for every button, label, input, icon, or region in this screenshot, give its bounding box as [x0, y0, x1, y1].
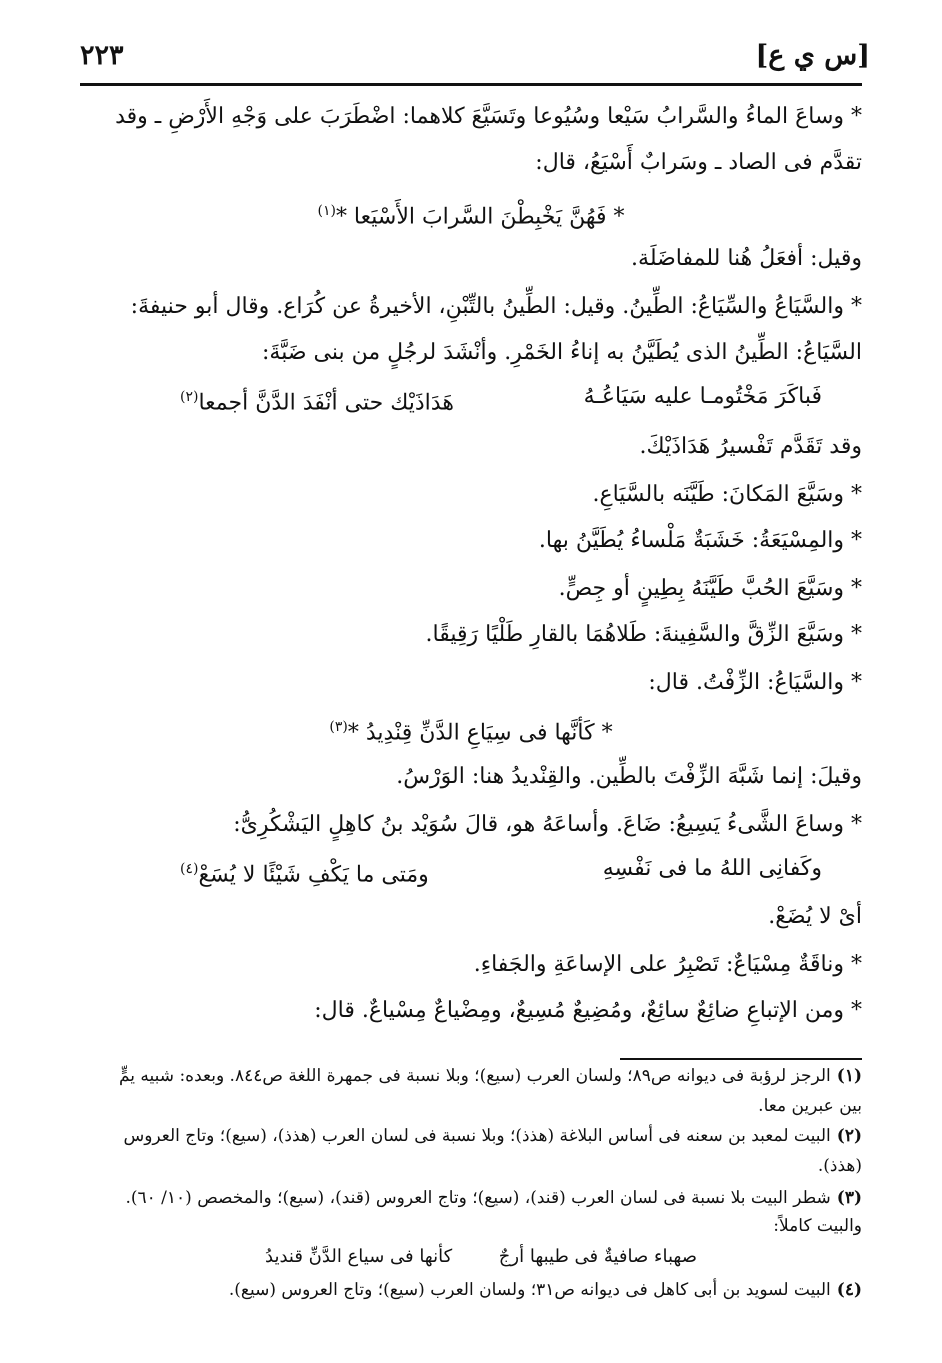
text-line: * وسَيَّعَ المَكانَ: طَيَّنَه بالسَّيَاعِ.	[592, 482, 862, 507]
text-line: * ومن الإتباعِ ضائِعٌ سائِعٌ، ومُضِيعٌ مُسِيعٌ، ومِضْياعٌ مِسْياعٌ. قال:	[314, 998, 862, 1023]
text-line: السَّيَاعُ: الطِّينُ الذى يُطَيَّنُ به إناءُ الخَمْرِ. وأنْشَدَ لرجُلٍ من بنى ضَبَّةَ:	[262, 340, 862, 365]
verse-line	[80, 188, 862, 240]
footnote-4	[80, 1280, 862, 1300]
footnote-text: البيت لمعبد بن سعنه فى أساس البلاغة (هذذ)؛ وبلا نسبة فى لسان العرب (هذذ)، (سيع)؛ وتاج العروس	[123, 1126, 831, 1146]
footnote-marker: (٣)	[329, 719, 348, 735]
page-header	[80, 34, 870, 82]
text-line: وقد تَقَدَّم تَفْسيرُ هَدَاذَيْكَ.	[639, 434, 862, 459]
text-line: * وساعَ الشَّىءُ يَسِيعُ: ضَاعَ. وأساعَهُ هو، قالَ سُوَيْد بنُ كاهِلٍ اليَشْكُرِىُّ:	[233, 812, 862, 837]
root-letters-heading: [س ي ع]	[755, 40, 870, 71]
header-rule	[80, 83, 862, 86]
footnote-text: شطر البيت بلا نسبة فى لسان العرب (قند)، (سيع)؛ وتاج العروس (قند)، (سيع)؛ والمخصص (١٠/ ٦٠).	[125, 1188, 831, 1208]
footnote-text: الرجز لرؤبة فى ديوانه ص٨٩؛ ولسان العرب (سيع)؛ وبلا نسبة فى جمهرة اللغة ص٨٤٤. وبعده: شبيه يمٍّ	[118, 1066, 831, 1086]
footnote-1	[80, 1066, 862, 1086]
footnote-text: بين عبرين معا.	[758, 1096, 862, 1116]
footnote-number: (١)	[836, 1066, 862, 1086]
footnote-2-continued	[80, 1156, 862, 1176]
text-line: * وناقَةٌ مِسْيَاعٌ: تَصْبِرُ على الإساعَةِ والجَفاءِ.	[473, 952, 862, 977]
footnote-number: (٢)	[836, 1126, 862, 1146]
text-line: وقيلَ: إنما شَبَّهَ الزِّفْتَ بالطِّين. والقِنْديدُ هنا: الوَرْسُ.	[396, 764, 862, 789]
footnote-marker: (١)	[317, 203, 336, 219]
page-number: ٢٢٣	[80, 40, 124, 71]
text-line: * والسَّيَاعُ والسِّيَاعُ: الطِّينُ. وقيل: الطِّينُ بالتِّبْنِ، الأخيرةُ عن كُرَاع. وقال أبو حنيفةَ:	[130, 294, 862, 319]
footnote-number: (٣)	[836, 1188, 862, 1208]
text-line: * وسَيَّعَ الزِّقَّ والسَّفِينةَ: طَلاهُمَا بالقارِ طَلْيًا رَقِيقًا.	[425, 622, 862, 647]
footnote-1-continued	[80, 1096, 862, 1116]
text-line: أىْ لا يُضَعْ.	[768, 904, 862, 929]
footnote-verse-second: كأنها فى سياع الدَّنِّ قنديدُ	[265, 1246, 453, 1267]
footnote-text: (هذذ).	[817, 1156, 862, 1176]
verse-hemistich-first: وكَفانِى اللهُ ما فى نَفْسِهِ	[602, 856, 822, 881]
footnote-text: والبيت كاملاً:	[773, 1216, 862, 1236]
footnote-3	[80, 1188, 862, 1208]
text-line: * والسَّيَاعُ: الزِّفْتُ. قال:	[648, 670, 862, 695]
footnote-number: (٤)	[836, 1280, 862, 1300]
text-line: * وسَيَّعَ الحُبَّ طَيَّنَهُ بِطِينٍ أو جِصٍّ.	[558, 576, 862, 601]
verse-hemistich-second	[180, 846, 429, 898]
text-line: وقيل: أفعَلُ هُنا للمفاضَلَة.	[631, 246, 862, 271]
footnote-3-continued	[80, 1216, 862, 1236]
footnote-marker: (٢)	[180, 389, 199, 405]
verse-line	[80, 704, 862, 756]
footnote-verse-first: صهباء صافيةٌ فى طيبها أرجٌ	[498, 1246, 697, 1267]
footnote-2	[80, 1126, 862, 1146]
verse-hemistich-second	[180, 374, 454, 426]
footnote-text: البيت لسويد بن أبى كاهل فى ديوانه ص٣١؛ ولسان العرب (سيع)؛ وتاج العروس (سيع).	[228, 1280, 831, 1300]
verse-text: هَدَاذَيْك حتى أنْفَدَ الدَّنَّ أجمعا	[198, 390, 454, 416]
footnote-rule	[620, 1058, 862, 1060]
text-line: * وساعَ الماءُ والسَّرابُ سَيْعا وسُيُوعا وتَسَيَّعَ كلاهما: اضْطَرَبَ على وَجْهِ الأَرْضِ ـ وقد	[115, 104, 862, 129]
verse-text: * كَأنَّها فى سِيَاعِ الدَّنِّ قِنْدِيدُ *	[347, 720, 613, 746]
text-line: تقدَّم فى الصاد ـ وسَرابٌ أَسْيَعُ، قال:	[535, 150, 862, 175]
footnote-marker: (٤)	[180, 861, 199, 877]
text-line: * والمِسْيَعَةُ: خَشَبَةٌ مَلْساءُ يُطَيَّنُ بها.	[538, 528, 862, 553]
verse-hemistich-first: فَباكَرَ مَخْتُومـا عليه سَيَاعُـهُ	[583, 384, 822, 409]
verse-text: * فَهُنَّ يَخْبِطْنَ السَّرابَ الأَسْيَعا *	[335, 204, 625, 230]
verse-text: ومَتى ما يَكْفِ شَيْئًا لا يُسَعْ	[198, 862, 429, 888]
